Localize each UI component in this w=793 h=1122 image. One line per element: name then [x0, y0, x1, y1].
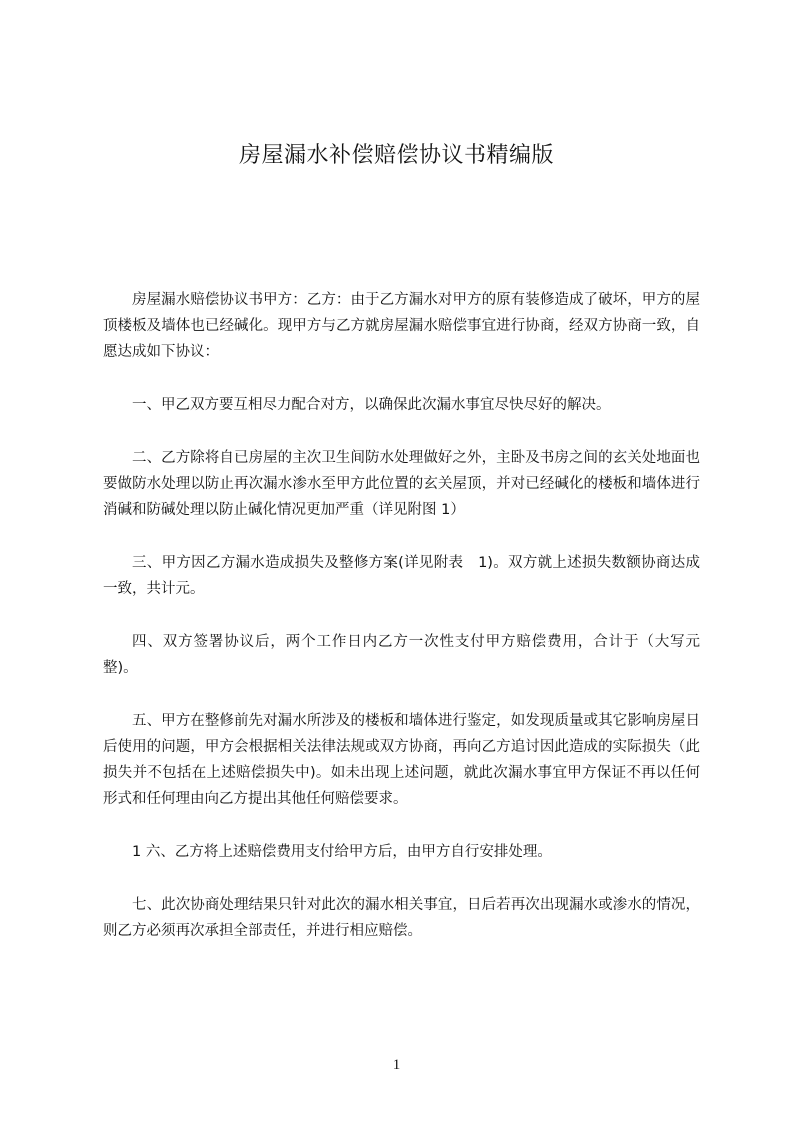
paragraph-gap	[103, 365, 700, 392]
paragraph-gap	[103, 812, 700, 839]
paragraph-gap	[103, 602, 700, 629]
clause-6-paragraph: 1 六、乙方将上述赔偿费用支付给甲方后，由甲方自行安排处理。	[132, 844, 552, 860]
paragraph-gap	[103, 865, 700, 892]
clause-2-paragraph: 二、乙方除将自已房屋的主次卫生间防水处理做好之外，主卧及书房之间的玄关处地面也要做防水处理以防止再次漏水渗水至甲方此位置的玄关屋顶，并对已经碱化的楼板和墙体进行消碱和防碱处理以防止碱化情况更加严重（详见附图 1）	[103, 450, 700, 518]
clause-3-paragraph: 三、甲方因乙方漏水造成损失及整修方案(详见附表 1)。双方就上述损失数额协商达成一致，共计元。	[103, 555, 700, 597]
clause-4-paragraph: 四、双方签署协议后，两个工作日内乙方一次性支付甲方赔偿费用，合计于（大写元整)。	[103, 634, 700, 676]
clause-1-paragraph: 一、甲乙双方要互相尽力配合对方，以确保此次漏水事宜尽快尽好的解决。	[132, 397, 611, 413]
document-body	[103, 287, 700, 944]
paragraph-gap	[103, 523, 700, 550]
clause-7-paragraph: 七、此次协商处理结果只针对此次的漏水相关事宜，日后若再次出现漏水或渗水的情况，则乙方必须再次承担全部责任，并进行相应赔偿。	[103, 897, 700, 939]
intro-paragraph: 房屋漏水赔偿协议书甲方：乙方：由于乙方漏水对甲方的原有装修造成了破坏，甲方的屋顶楼板及墙体也已经碱化。现甲方与乙方就房屋漏水赔偿事宜进行协商，经双方协商一致，自愿达成如下协议：	[103, 292, 700, 360]
clause-5-paragraph: 五、甲方在整修前先对漏水所涉及的楼板和墙体进行鉴定，如发现质量或其它影响房屋日后使用的问题，甲方会根据相关法律法规或双方协商，再向乙方追讨因此造成的实际损失（此损失并不包括在上述赔偿损失中)。如未出现上述问题，就此次漏水事宜甲方保证不再以任何形式和任何理由向乙方提出其他任何赔偿要求。	[103, 713, 700, 807]
paragraph-gap	[103, 418, 700, 445]
document-title: 房屋漏水补偿赔偿协议书精编版	[238, 143, 554, 168]
page-number: 1	[392, 1057, 401, 1073]
paragraph-gap	[103, 681, 700, 708]
